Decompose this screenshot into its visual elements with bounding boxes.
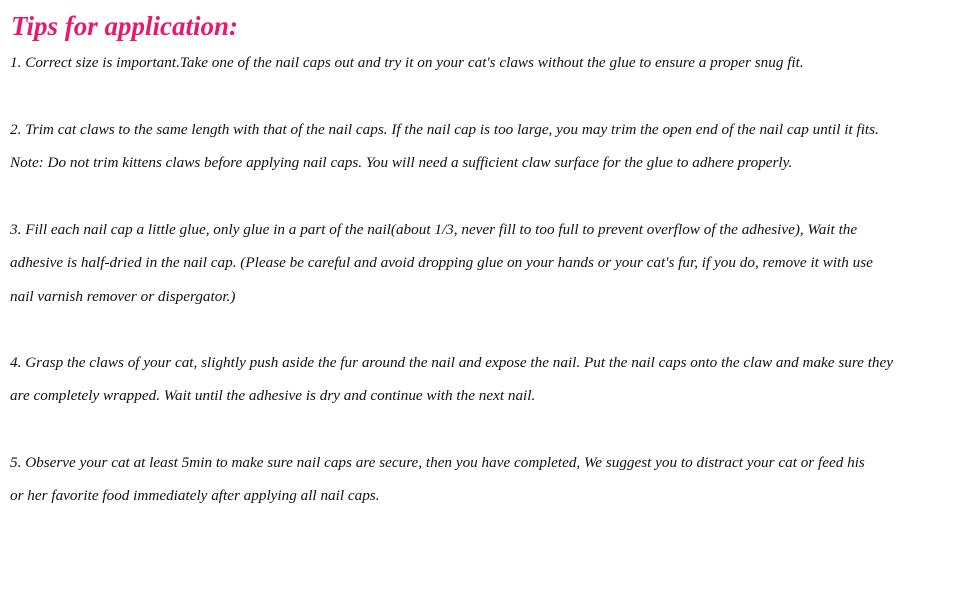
tip-correct-size: 1. Correct size is important.Take one of the nail caps out and try it on your cat's claws without the glue to ensure a proper snug fit.	[10, 54, 804, 71]
tip-observe-cat: 5. Observe your cat at least 5min to make sure nail caps are secure, then you have completed, We suggest you to distract your cat or feed his or her favorite food immediately after applying all nail caps.	[10, 454, 865, 505]
page-title: Tips for application:	[11, 11, 238, 41]
tip-apply-caps: 4. Grasp the claws of your cat, slightly push aside the fur around the nail and expose the nail. Put the nail caps onto the claw and make sure they are completely wrapped. Wait until the adhesive is dry and continue with the next nail.	[10, 354, 894, 405]
tip-trim-claws: 2. Trim cat claws to the same length with that of the nail caps. If the nail cap is too large, you may trim the open end of the nail cap until it fits. Note: Do not trim kittens claws before applying nail caps. You will need a sufficient claw surface for the glue to adhere properly.	[10, 121, 879, 172]
tip-fill-glue: 3. Fill each nail cap a little glue, only glue in a part of the nail(about 1/3, never fill to too full to prevent overflow of the adhesive), Wait the adhesive is half-dried in the nail cap. (Please be careful and avoid dropping glue on your hands or your cat's fur, if you do, remove it with use nail varnish remover or dispergator.)	[10, 221, 873, 305]
